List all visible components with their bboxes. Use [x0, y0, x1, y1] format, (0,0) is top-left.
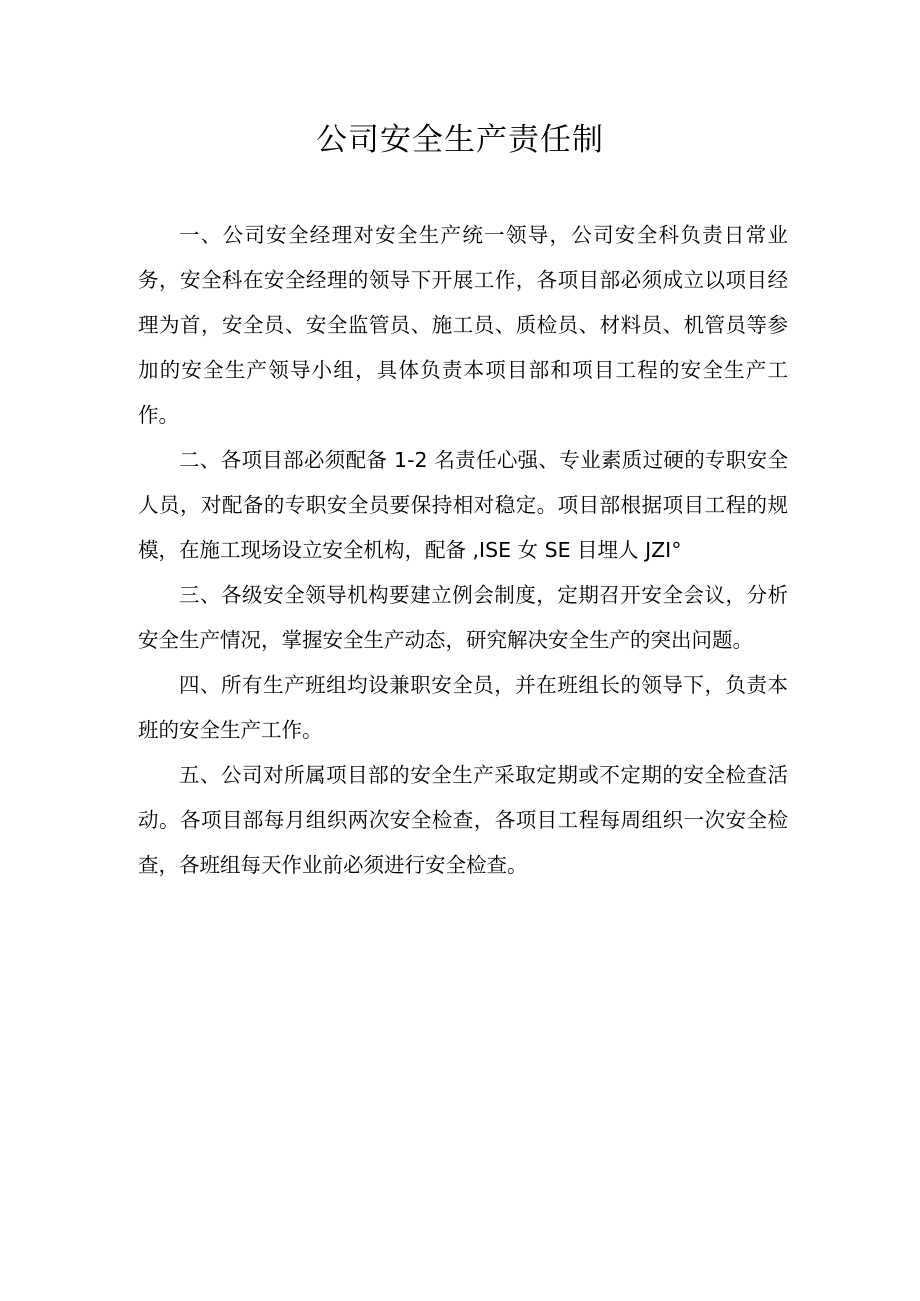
paragraph-2: 二、各项目部必须配备 1-2 名责任心强、专业素质过硬的专职安全人员，对配备的专职安全员要保持相对稳定。项目部根据项目工程的规模，在施工现场设立安全机构，配备 ,ISE 女 SE 目埋人 JZI° [138, 448, 788, 562]
paragraph-1: 一、公司安全经理对安全生产统一领导，公司安全科负责日常业务，安全科在安全经理的领导下开展工作，各项目部必须成立以项目经理为首，安全员、安全监管员、施工员、质检员、材料员、机管员等参加的安全生产领导小组，具体负责本项目部和项目工程的安全生产工作。 [138, 223, 788, 427]
paragraph-4: 四、所有生产班组均设兼职安全员，并在班组长的领导下，负责本班的安全生产工作。 [138, 673, 788, 742]
paragraph-3: 三、各级安全领导机构要建立例会制度，定期召开安全会议，分析安全生产情况，掌握安全生产动态，研究解决安全生产的突出问题。 [138, 583, 788, 652]
document-body [138, 213, 788, 888]
document-title: 公司安全生产责任制 [316, 122, 604, 158]
paragraph-5: 五、公司对所属项目部的安全生产采取定期或不定期的安全检查活动。各项目部每月组织两次安全检查，各项目工程每周组织一次安全检查，各班组每天作业前必须进行安全检查。 [138, 763, 788, 877]
